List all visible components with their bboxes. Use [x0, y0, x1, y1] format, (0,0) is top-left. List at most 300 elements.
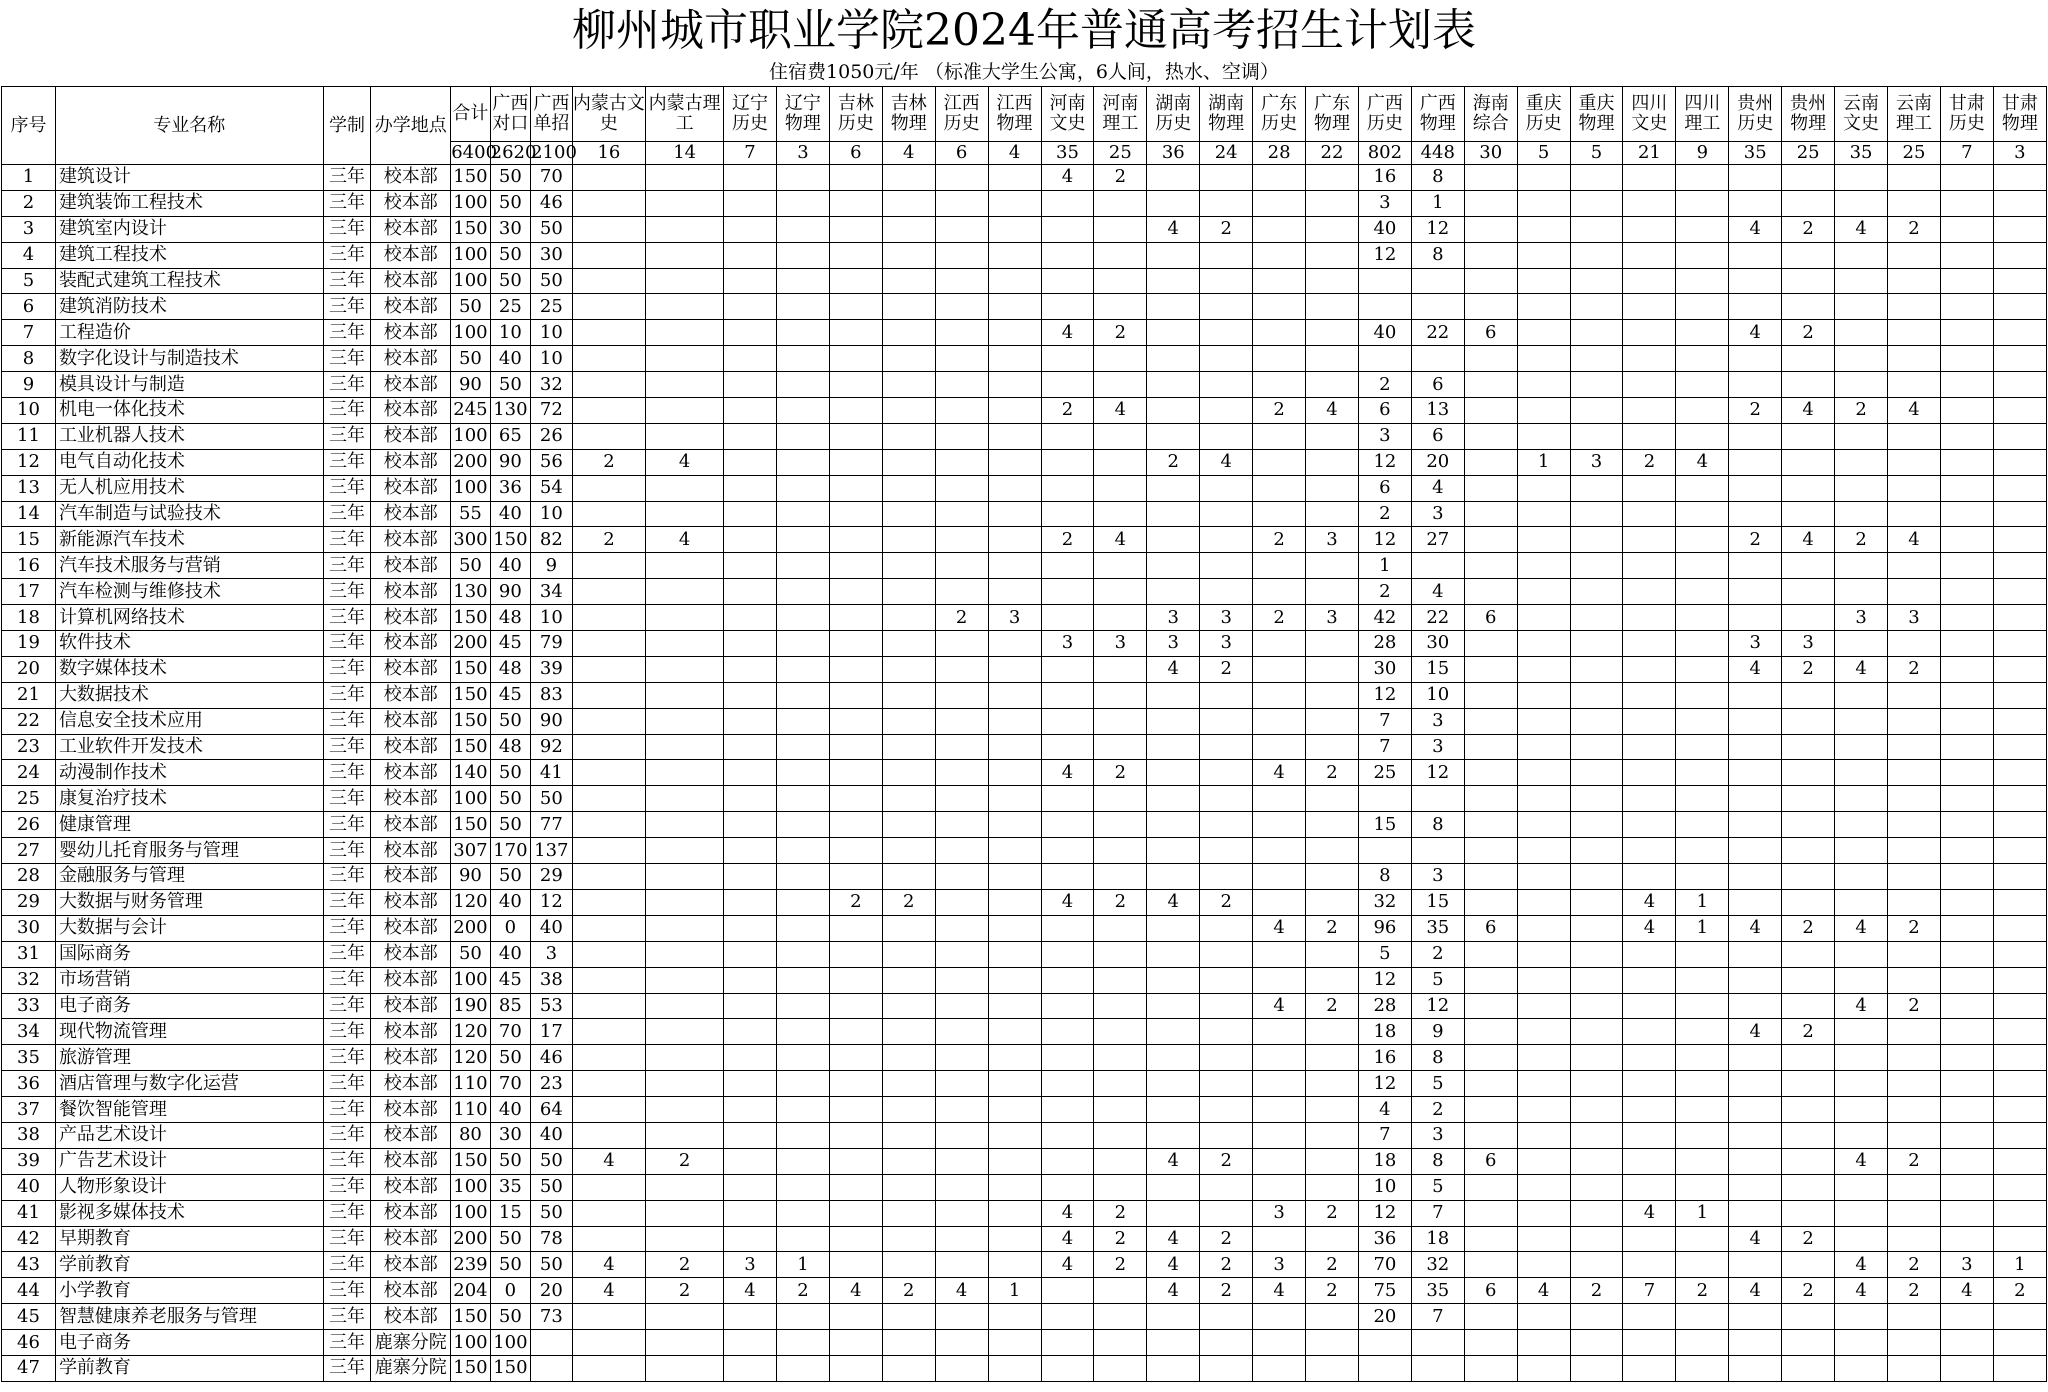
quota-cell: [1253, 423, 1306, 449]
quota-cell: [829, 294, 882, 320]
quota-cell: 45: [490, 682, 530, 708]
quota-cell: [1306, 708, 1359, 734]
quota-cell: [1517, 760, 1570, 786]
quota-cell: 50: [451, 346, 490, 372]
quota-cell: [829, 320, 882, 346]
quota-cell: [1464, 268, 1517, 294]
quota-cell: [572, 190, 646, 216]
duration: 三年: [323, 527, 371, 553]
quota-cell: [1782, 165, 1835, 191]
quota-cell: [1306, 1122, 1359, 1148]
quota-cell: [1993, 708, 2046, 734]
quota-cell: [1517, 1355, 1570, 1381]
quota-cell: [935, 1226, 988, 1252]
row-seq: 31: [2, 941, 56, 967]
quota-cell: [1306, 1097, 1359, 1123]
quota-cell: [1464, 889, 1517, 915]
quota-cell: [1253, 1148, 1306, 1174]
quota-cell: [572, 812, 646, 838]
quota-cell: [1888, 449, 1941, 475]
quota-cell: 50: [531, 1200, 573, 1226]
quota-cell: [1676, 398, 1729, 424]
quota-cell: 4: [1147, 656, 1200, 682]
quota-cell: 38: [531, 967, 573, 993]
quota-cell: [1835, 1045, 1888, 1071]
table-row: [2, 1019, 2047, 1045]
quota-cell: [776, 242, 829, 268]
column-total: 802: [1358, 142, 1411, 165]
quota-cell: 50: [531, 1148, 573, 1174]
quota-cell: 8: [1411, 242, 1464, 268]
campus: 校本部: [371, 553, 451, 579]
quota-cell: 2: [1200, 1226, 1253, 1252]
quota-cell: [1517, 268, 1570, 294]
quota-cell: [1253, 734, 1306, 760]
quota-cell: [1147, 190, 1200, 216]
column-header: 云南理工: [1888, 87, 1941, 142]
quota-cell: [988, 734, 1041, 760]
quota-cell: [531, 1355, 573, 1381]
quota-cell: [935, 1019, 988, 1045]
quota-cell: [829, 1330, 882, 1356]
quota-cell: [1464, 760, 1517, 786]
quota-cell: 20: [1358, 1304, 1411, 1330]
row-seq: 28: [2, 864, 56, 890]
quota-cell: [1094, 423, 1147, 449]
quota-cell: 1: [1676, 1200, 1729, 1226]
quota-cell: [1464, 190, 1517, 216]
quota-cell: 8: [1411, 165, 1464, 191]
campus: 校本部: [371, 941, 451, 967]
quota-cell: 5: [1411, 1174, 1464, 1200]
quota-cell: [1306, 864, 1359, 890]
quota-cell: [1306, 346, 1359, 372]
quota-cell: [935, 993, 988, 1019]
quota-cell: [1517, 372, 1570, 398]
quota-cell: 28: [1358, 631, 1411, 657]
quota-cell: [1623, 1355, 1676, 1381]
quota-cell: [1358, 1355, 1411, 1381]
quota-cell: [776, 346, 829, 372]
quota-cell: 18: [1358, 1019, 1411, 1045]
quota-cell: 40: [531, 1122, 573, 1148]
quota-cell: [1782, 423, 1835, 449]
quota-cell: [988, 915, 1041, 941]
quota-cell: 30: [1358, 656, 1411, 682]
column-total: 4: [882, 142, 935, 165]
duration-header: 学制: [323, 87, 371, 165]
quota-cell: [646, 165, 724, 191]
quota-cell: 2: [882, 889, 935, 915]
column-header: 吉林历史: [829, 87, 882, 142]
quota-cell: [1782, 190, 1835, 216]
quota-cell: [1253, 1097, 1306, 1123]
quota-cell: [1676, 1252, 1729, 1278]
quota-cell: [1041, 1304, 1094, 1330]
campus: 校本部: [371, 1019, 451, 1045]
quota-cell: 27: [1411, 527, 1464, 553]
quota-cell: [1570, 812, 1623, 838]
quota-cell: [1676, 708, 1729, 734]
quota-cell: [646, 812, 724, 838]
quota-cell: [1993, 656, 2046, 682]
quota-cell: [935, 449, 988, 475]
quota-cell: 79: [531, 631, 573, 657]
quota-cell: [1993, 786, 2046, 812]
quota-cell: 190: [451, 993, 490, 1019]
quota-cell: [1041, 242, 1094, 268]
quota-cell: [646, 1019, 724, 1045]
table-row: [2, 501, 2047, 527]
major-name: 数字媒体技术: [55, 656, 323, 682]
quota-cell: [1464, 501, 1517, 527]
quota-cell: [1940, 734, 1993, 760]
quota-cell: [1570, 475, 1623, 501]
quota-cell: [1782, 993, 1835, 1019]
table-row: [2, 889, 2047, 915]
table-row: [2, 941, 2047, 967]
row-seq: 39: [2, 1148, 56, 1174]
quota-cell: [1940, 1045, 1993, 1071]
quota-cell: 3: [1147, 605, 1200, 631]
major-name: 建筑设计: [55, 165, 323, 191]
quota-cell: [988, 190, 1041, 216]
quota-cell: [1835, 294, 1888, 320]
quota-cell: [1200, 682, 1253, 708]
row-seq: 12: [2, 449, 56, 475]
column-header: 四川理工: [1676, 87, 1729, 142]
quota-cell: [776, 475, 829, 501]
quota-cell: 50: [531, 786, 573, 812]
table-row: [2, 1174, 2047, 1200]
quota-cell: [882, 734, 935, 760]
duration: 三年: [323, 1355, 371, 1381]
major-name: 工程造价: [55, 320, 323, 346]
quota-cell: [882, 941, 935, 967]
quota-cell: [1729, 1045, 1782, 1071]
quota-cell: [1464, 993, 1517, 1019]
quota-cell: [1835, 579, 1888, 605]
duration: 三年: [323, 1148, 371, 1174]
quota-cell: [1253, 346, 1306, 372]
quota-cell: [1993, 760, 2046, 786]
quota-cell: [935, 1355, 988, 1381]
quota-cell: [646, 372, 724, 398]
quota-cell: 137: [531, 838, 573, 864]
quota-cell: [1570, 1200, 1623, 1226]
quota-cell: 1: [1517, 449, 1570, 475]
quota-cell: [1570, 527, 1623, 553]
quota-cell: 2: [1993, 1278, 2046, 1304]
quota-cell: [776, 786, 829, 812]
campus: 校本部: [371, 656, 451, 682]
quota-cell: [1888, 941, 1941, 967]
quota-cell: [988, 1097, 1041, 1123]
quota-cell: [724, 449, 777, 475]
major-name: 大数据与财务管理: [55, 889, 323, 915]
quota-cell: [829, 941, 882, 967]
quota-cell: [1623, 268, 1676, 294]
quota-cell: 50: [490, 1304, 530, 1330]
quota-cell: [1940, 501, 1993, 527]
quota-cell: [1782, 1330, 1835, 1356]
row-seq: 32: [2, 967, 56, 993]
quota-cell: [1041, 553, 1094, 579]
quota-cell: [1306, 449, 1359, 475]
quota-cell: [1729, 786, 1782, 812]
quota-cell: 6: [1464, 320, 1517, 346]
quota-cell: 12: [1358, 1200, 1411, 1226]
quota-cell: [1464, 372, 1517, 398]
quota-cell: [1623, 734, 1676, 760]
quota-cell: [1517, 993, 1570, 1019]
quota-cell: [1993, 320, 2046, 346]
quota-cell: [988, 1071, 1041, 1097]
quota-cell: 2: [1888, 216, 1941, 242]
quota-cell: [1676, 786, 1729, 812]
quota-cell: 4: [1729, 1226, 1782, 1252]
quota-cell: 50: [490, 864, 530, 890]
quota-cell: [1570, 268, 1623, 294]
row-seq: 14: [2, 501, 56, 527]
quota-cell: 2: [1094, 320, 1147, 346]
campus: 校本部: [371, 1071, 451, 1097]
quota-cell: [1041, 1045, 1094, 1071]
major-name: 建筑工程技术: [55, 242, 323, 268]
quota-cell: [1517, 165, 1570, 191]
quota-cell: [1623, 682, 1676, 708]
duration: 三年: [323, 941, 371, 967]
quota-cell: 50: [490, 268, 530, 294]
quota-cell: [829, 605, 882, 631]
quota-cell: [1676, 1226, 1729, 1252]
quota-cell: 70: [490, 1071, 530, 1097]
row-seq: 16: [2, 553, 56, 579]
duration: 三年: [323, 1278, 371, 1304]
quota-cell: [988, 1019, 1041, 1045]
campus: 校本部: [371, 423, 451, 449]
quota-cell: 3: [531, 941, 573, 967]
quota-cell: 18: [1358, 1148, 1411, 1174]
major-name: 学前教育: [55, 1252, 323, 1278]
quota-cell: [1729, 1071, 1782, 1097]
quota-cell: 53: [531, 993, 573, 1019]
quota-cell: 64: [531, 1097, 573, 1123]
quota-cell: [1729, 1148, 1782, 1174]
quota-cell: 50: [531, 216, 573, 242]
quota-cell: 4: [572, 1252, 646, 1278]
quota-cell: 90: [490, 579, 530, 605]
quota-cell: [1993, 967, 2046, 993]
quota-cell: [1464, 1071, 1517, 1097]
quota-cell: 32: [531, 372, 573, 398]
quota-cell: [1782, 1097, 1835, 1123]
quota-cell: [1940, 527, 1993, 553]
quota-cell: [1517, 889, 1570, 915]
quota-cell: [724, 1330, 777, 1356]
quota-cell: [1993, 1355, 2046, 1381]
quota-cell: [1993, 1071, 2046, 1097]
quota-cell: [1411, 294, 1464, 320]
quota-cell: 13: [1411, 398, 1464, 424]
quota-cell: [1200, 423, 1253, 449]
quota-cell: [1570, 294, 1623, 320]
column-header: 江西历史: [935, 87, 988, 142]
column-total: 24: [1200, 142, 1253, 165]
quota-cell: [935, 941, 988, 967]
quota-cell: [1729, 993, 1782, 1019]
quota-cell: [829, 1019, 882, 1045]
quota-cell: [1306, 889, 1359, 915]
campus: 校本部: [371, 812, 451, 838]
quota-cell: [572, 889, 646, 915]
quota-cell: [646, 864, 724, 890]
quota-cell: [724, 372, 777, 398]
row-seq: 19: [2, 631, 56, 657]
quota-cell: [882, 475, 935, 501]
quota-cell: 4: [646, 527, 724, 553]
quota-cell: 4: [1147, 1278, 1200, 1304]
quota-cell: [1200, 1071, 1253, 1097]
row-seq: 22: [2, 708, 56, 734]
quota-cell: [1041, 708, 1094, 734]
duration: 三年: [323, 553, 371, 579]
quota-cell: [1940, 1019, 1993, 1045]
quota-cell: [988, 346, 1041, 372]
quota-cell: [1094, 708, 1147, 734]
quota-cell: [882, 1226, 935, 1252]
quota-cell: [1782, 372, 1835, 398]
quota-cell: 4: [1782, 527, 1835, 553]
row-seq: 17: [2, 579, 56, 605]
quota-cell: 2: [646, 1148, 724, 1174]
quota-cell: [1623, 656, 1676, 682]
quota-cell: [1517, 242, 1570, 268]
quota-cell: [882, 346, 935, 372]
quota-cell: [1835, 760, 1888, 786]
quota-cell: 100: [451, 967, 490, 993]
row-seq: 21: [2, 682, 56, 708]
quota-cell: [572, 708, 646, 734]
table-row: [2, 294, 2047, 320]
quota-cell: [1623, 216, 1676, 242]
quota-cell: [1993, 553, 2046, 579]
duration: 三年: [323, 1045, 371, 1071]
quota-cell: 20: [1411, 449, 1464, 475]
quota-cell: 0: [490, 915, 530, 941]
quota-cell: [882, 1174, 935, 1200]
quota-cell: 1: [1676, 915, 1729, 941]
quota-cell: [1940, 449, 1993, 475]
quota-cell: 39: [531, 656, 573, 682]
quota-cell: [572, 682, 646, 708]
quota-cell: [724, 1200, 777, 1226]
quota-cell: 70: [490, 1019, 530, 1045]
quota-cell: [1517, 786, 1570, 812]
quota-cell: [1940, 372, 1993, 398]
quota-cell: 54: [531, 475, 573, 501]
quota-cell: [572, 501, 646, 527]
quota-cell: [1517, 605, 1570, 631]
campus: 校本部: [371, 915, 451, 941]
quota-cell: [1993, 449, 2046, 475]
quota-cell: [935, 734, 988, 760]
quota-cell: 12: [1358, 527, 1411, 553]
quota-cell: [829, 734, 882, 760]
quota-cell: [776, 631, 829, 657]
quota-cell: [1782, 682, 1835, 708]
quota-cell: [1993, 734, 2046, 760]
quota-cell: 12: [1358, 242, 1411, 268]
quota-cell: [1464, 449, 1517, 475]
quota-cell: 35: [1411, 1278, 1464, 1304]
quota-cell: [1993, 1226, 2046, 1252]
quota-cell: [776, 708, 829, 734]
quota-cell: 1: [1993, 1252, 2046, 1278]
quota-cell: 50: [490, 372, 530, 398]
quota-cell: 150: [451, 708, 490, 734]
quota-cell: [724, 527, 777, 553]
quota-cell: [935, 812, 988, 838]
quota-cell: [1940, 294, 1993, 320]
quota-cell: [646, 889, 724, 915]
campus: 校本部: [371, 294, 451, 320]
quota-cell: [1041, 1148, 1094, 1174]
quota-cell: [1782, 838, 1835, 864]
quota-cell: 4: [1253, 993, 1306, 1019]
quota-cell: 40: [490, 501, 530, 527]
quota-cell: [724, 1122, 777, 1148]
quota-cell: [1517, 320, 1570, 346]
major-name: 数字化设计与制造技术: [55, 346, 323, 372]
quota-cell: [1993, 1174, 2046, 1200]
quota-cell: [1676, 579, 1729, 605]
table-row: [2, 372, 2047, 398]
column-total: 2100: [531, 142, 577, 164]
quota-cell: [1729, 734, 1782, 760]
quota-cell: 2: [1094, 760, 1147, 786]
quota-cell: [1041, 1019, 1094, 1045]
quota-cell: [646, 1045, 724, 1071]
quota-cell: [1306, 682, 1359, 708]
quota-cell: [1782, 967, 1835, 993]
quota-cell: 4: [1041, 1252, 1094, 1278]
quota-cell: [724, 682, 777, 708]
quota-cell: [1888, 1174, 1941, 1200]
duration: 三年: [323, 372, 371, 398]
quota-cell: [1147, 708, 1200, 734]
row-seq: 45: [2, 1304, 56, 1330]
quota-cell: 2: [1200, 889, 1253, 915]
quota-cell: [1623, 294, 1676, 320]
quota-cell: [646, 501, 724, 527]
quota-cell: [1835, 708, 1888, 734]
quota-cell: 2: [1253, 398, 1306, 424]
quota-cell: 36: [1358, 1226, 1411, 1252]
quota-cell: [1888, 967, 1941, 993]
quota-cell: [882, 1304, 935, 1330]
quota-cell: [829, 760, 882, 786]
quota-cell: 80: [451, 1122, 490, 1148]
quota-cell: [1729, 864, 1782, 890]
quota-cell: [1464, 346, 1517, 372]
quota-cell: 3: [1782, 631, 1835, 657]
quota-cell: [724, 786, 777, 812]
quota-cell: [1517, 1174, 1570, 1200]
quota-cell: [1200, 941, 1253, 967]
quota-cell: [1464, 1019, 1517, 1045]
quota-cell: [1623, 631, 1676, 657]
